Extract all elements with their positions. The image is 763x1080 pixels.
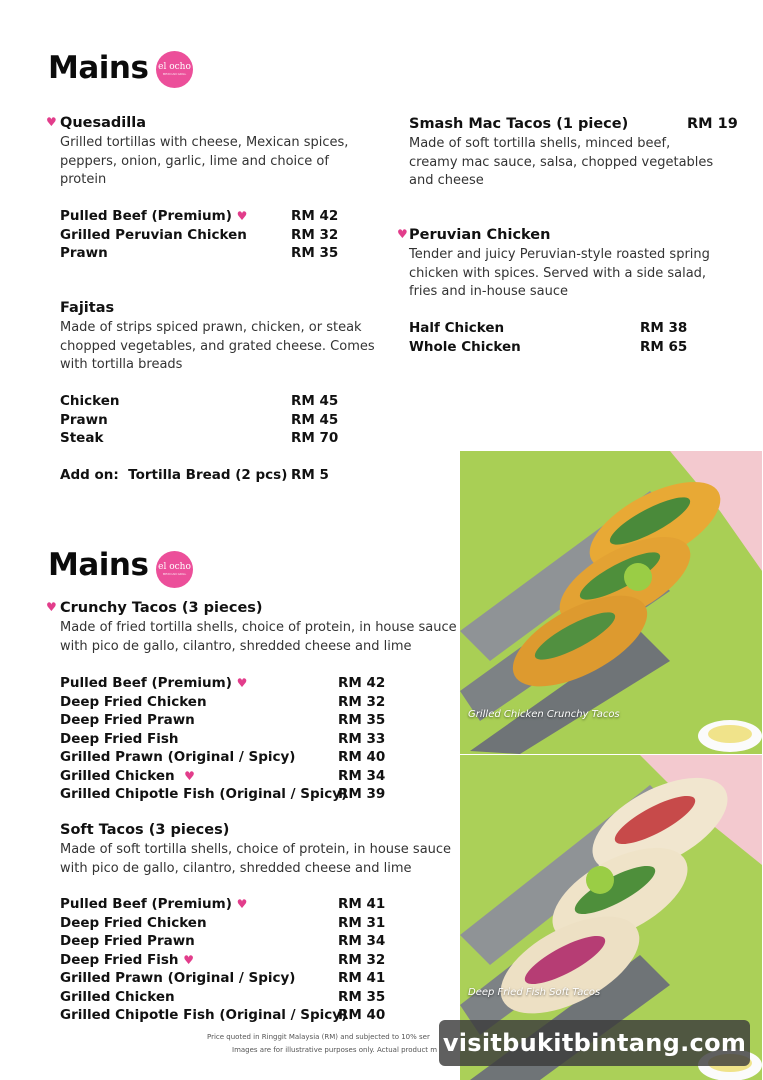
item-title-smash-mac-tacos: Smash Mac Tacos (1 piece) (409, 116, 629, 132)
price-row: Prawn RM 35 (60, 245, 339, 261)
photo-caption: Grilled Chicken Crunchy Tacos (468, 709, 620, 720)
heart-icon: ♥ (46, 600, 57, 614)
price-row: Steak RM 70 (60, 430, 339, 446)
price-row: Deep Fried Prawn RM 34 (60, 933, 386, 949)
el-ocho-logo: el ocho MEXICAN GRILL (156, 551, 193, 588)
item-desc-crunchy-tacos: Made of fried tortilla shells, choice of protein, in house sauce with pico de gallo, cilantro, shredded cheese and lime (60, 620, 457, 654)
price-list-fajitas (60, 392, 350, 448)
item-desc-peruvian-chicken: Tender and juicy Peruvian-style roasted spring chicken with spices. Served with a side salad, fries and in-house sauce (409, 247, 710, 299)
item-price-smash-mac-tacos: RM 19 (687, 116, 738, 132)
price-row: Grilled Peruvian Chicken RM 32 (60, 226, 339, 243)
item-desc-soft-tacos: Made of soft tortilla shells, choice of protein, in house sauce with pico de gallo, cilantro, shredded cheese and lime (60, 842, 452, 876)
price-row: Deep Fried Fish ♥ RM 32 (60, 951, 386, 968)
price-row: Prawn RM 45 (60, 411, 339, 428)
price-row: Pulled Beef (Premium) ♥ RM 41 (60, 896, 386, 912)
heart-icon: ♥ (183, 952, 195, 967)
footer-note-images: Images are for illustrative purposes only. Actual product m (232, 1046, 438, 1054)
heart-icon: ♥ (46, 115, 57, 129)
item-desc-quesadilla: Grilled tortillas with cheese, Mexican spices, peppers, onion, garlic, lime and choice of protein (60, 135, 349, 187)
heart-icon: ♥ (236, 676, 248, 690)
price-row: Whole Chicken RM 65 (409, 338, 688, 355)
price-row: Half Chicken RM 38 (409, 320, 688, 336)
watermark-banner: visitbukitbintang.com (439, 1020, 750, 1066)
photo-crunchy-tacos (460, 451, 762, 754)
item-title-fajitas: Fajitas (60, 300, 115, 316)
addon-row: Add on: Tortilla Bread (2 pcs) RM 5 (60, 467, 329, 483)
price-row: Deep Fried Fish RM 33 (60, 730, 386, 747)
item-title-peruvian-chicken: Peruvian Chicken (409, 227, 551, 243)
item-title-crunchy-tacos: Crunchy Tacos (3 pieces) (60, 600, 263, 616)
item-desc-smash-mac-tacos: Made of soft tortilla shells, minced beef, creamy mac sauce, salsa, chopped vegetables and cheese (409, 136, 714, 188)
item-title-soft-tacos: Soft Tacos (3 pieces) (60, 822, 230, 838)
footer-note-price: Price quoted in Ringgit Malaysia (RM) and subjected to 10% ser (207, 1033, 430, 1041)
price-row: Deep Fried Prawn RM 35 (60, 712, 386, 728)
heart-icon: ♥ (184, 768, 195, 783)
price-list-peruvian-chicken (409, 319, 699, 356)
price-row: Grilled Prawn (Original / Spicy) RM 41 (60, 970, 386, 986)
price-row: Grilled Chipotle Fish (Original / Spicy) RM 39 (60, 786, 386, 802)
photo-caption: Deep Fried Fish Soft Tacos (468, 987, 601, 998)
price-row: Grilled Chicken RM 35 (60, 988, 386, 1005)
el-ocho-logo: el ocho MEXICAN GRILL (156, 51, 193, 88)
section-title-mains: Mains (48, 50, 149, 86)
price-row: Pulled Beef (Premium) ♥ RM 42 (60, 675, 386, 691)
price-row: Grilled Prawn (Original / Spicy) RM 40 (60, 749, 386, 765)
price-row: Deep Fried Chicken RM 32 (60, 693, 386, 710)
price-row: Deep Fried Chicken RM 31 (60, 914, 386, 931)
heart-icon: ♥ (236, 209, 248, 223)
heart-icon: ♥ (397, 227, 408, 241)
price-row: Grilled Chicken ♥ RM 34 (60, 767, 386, 784)
heart-icon: ♥ (236, 897, 248, 911)
item-desc-fajitas: Made of strips spiced prawn, chicken, or steak chopped vegetables, and grated cheese. Comes with tortilla breads (60, 320, 375, 372)
price-list-crunchy-tacos (60, 674, 400, 804)
price-row: Pulled Beef (Premium) ♥ RM 42 (60, 208, 339, 224)
price-row: Grilled Chipotle Fish (Original / Spicy) RM 40 (60, 1007, 386, 1023)
price-list-soft-tacos (60, 895, 400, 1025)
price-list-quesadilla (60, 207, 350, 263)
price-row: Chicken RM 45 (60, 393, 339, 409)
section-title-mains: Mains (48, 547, 149, 583)
item-title-quesadilla: Quesadilla (60, 115, 146, 131)
